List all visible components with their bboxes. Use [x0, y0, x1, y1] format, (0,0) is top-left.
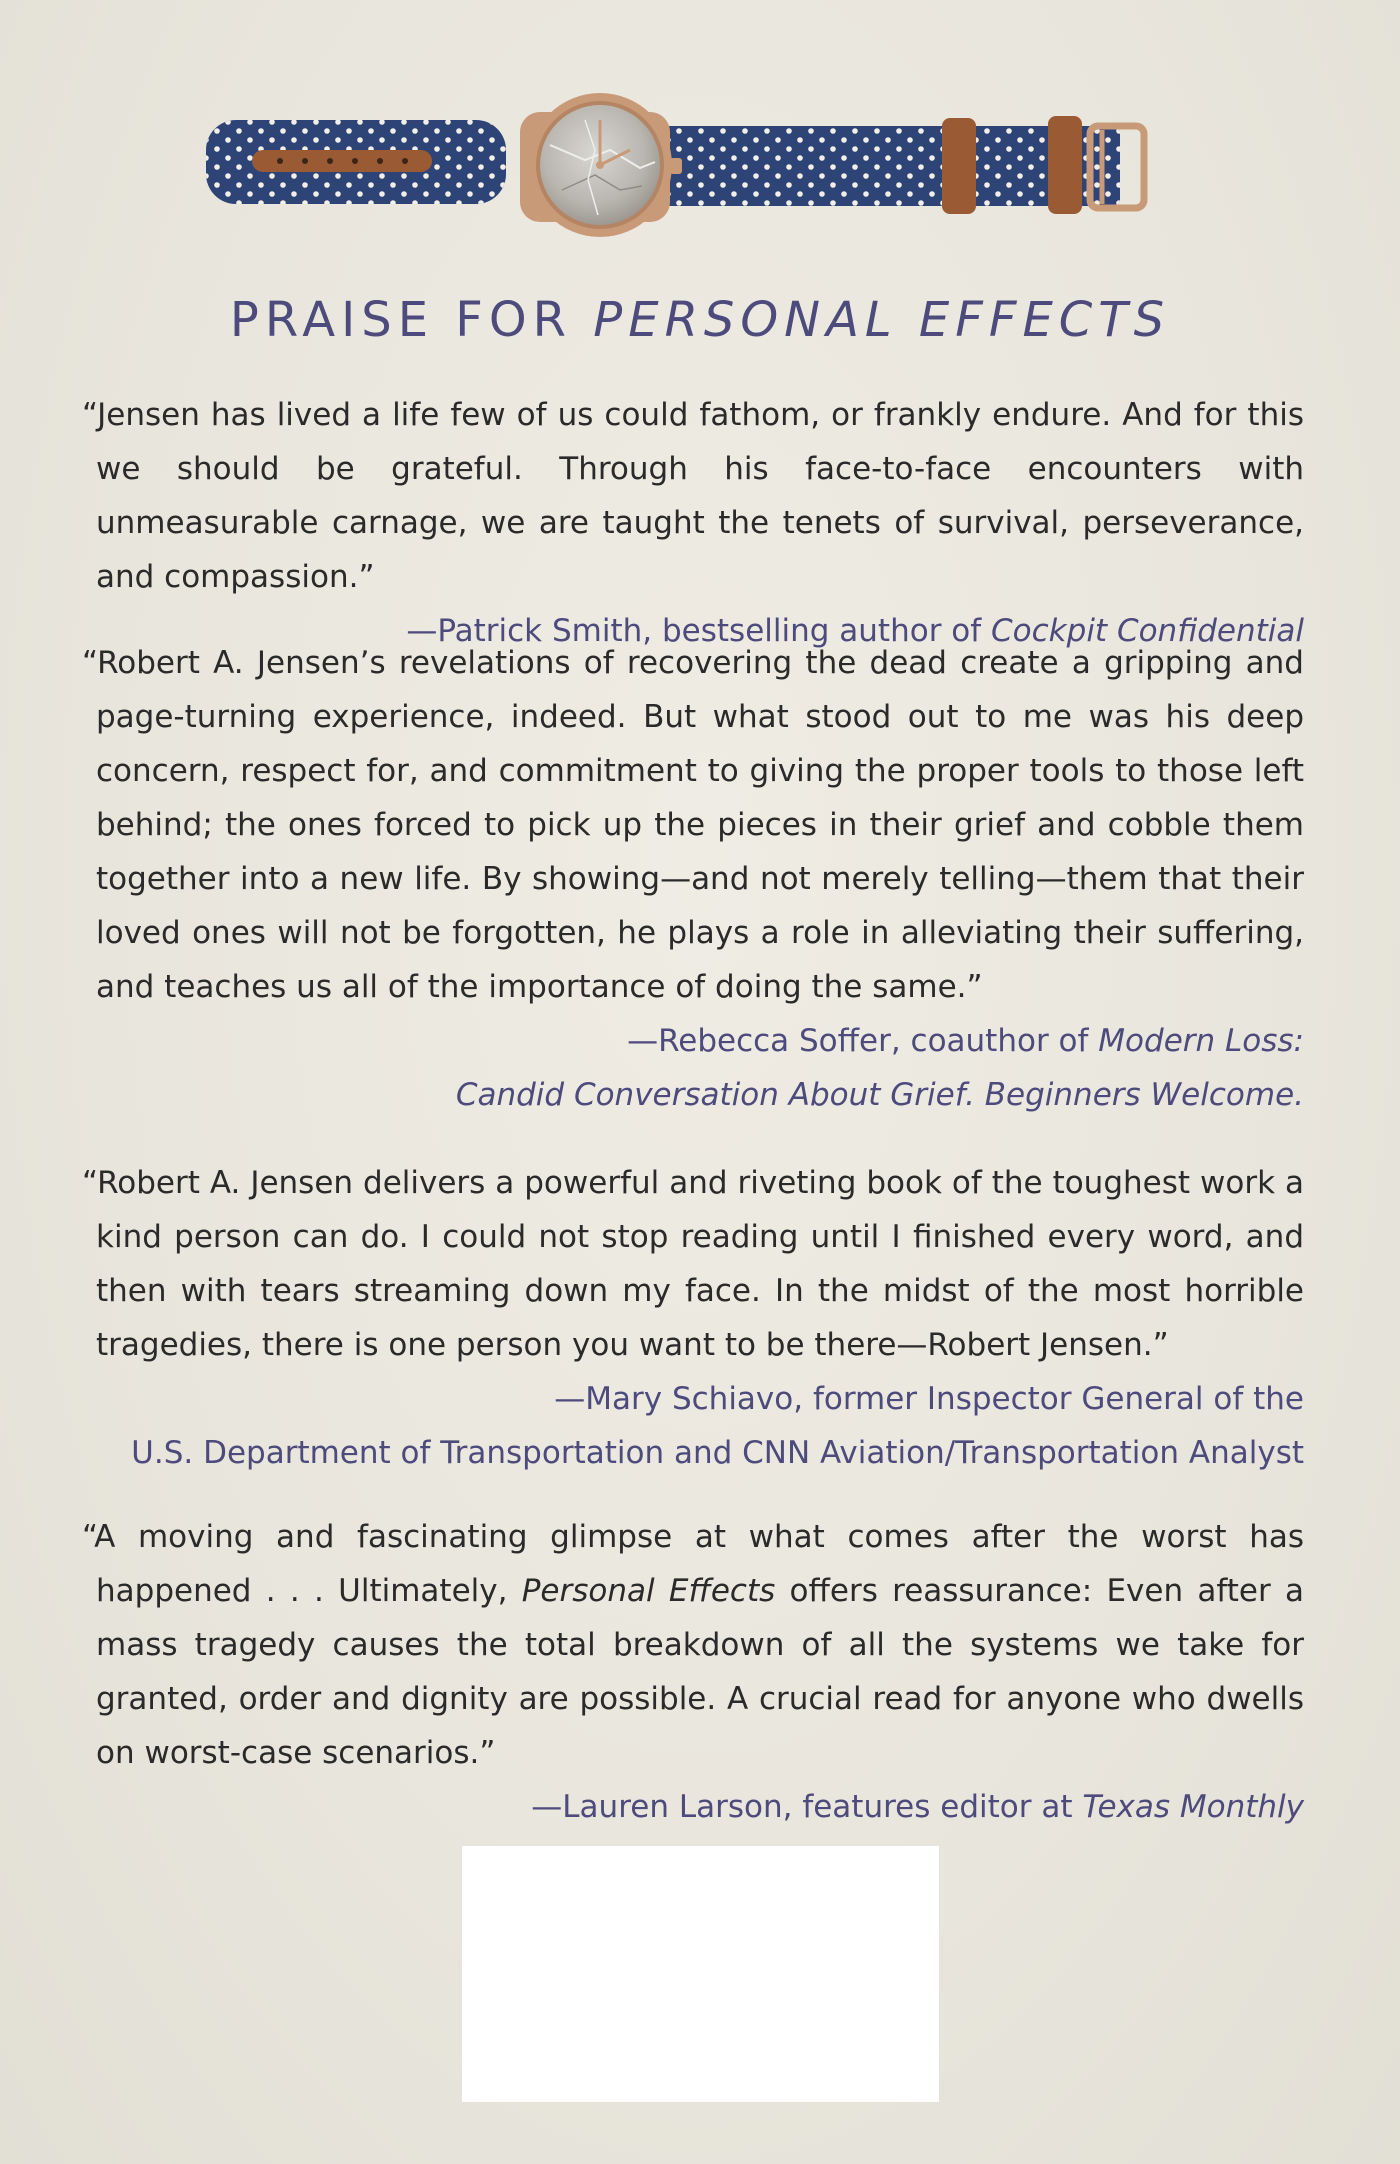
praise-quote-3 [82, 1156, 1304, 1480]
quote-text [82, 1510, 1304, 1780]
quote-text-before: “A moving and fascinating glimpse at what comes after the worst has happened . . . Ultimately, [82, 1519, 1304, 1609]
wristwatch-icon [190, 90, 1170, 240]
quote-attribution: —Mary Schiavo, former Inspector General of the [554, 1381, 1304, 1417]
quote-text-after: offers reassurance: Even after a mass tragedy causes the total breakdown of all the systems we take for granted, order and dignity are possible. A crucial read for anyone who dwells on worst-case scenarios.” [96, 1573, 1304, 1771]
attribution-work: Modern Loss: [1098, 1023, 1304, 1059]
quote-book-title: Personal Effects [521, 1573, 776, 1609]
quote-text: “Jensen has lived a life few of us could fathom, or frankly endure. And for this we should be grateful. Through his face-to-face encounters with unmeasurable carnage, we are taught the tenets of survival, perseverance, and compassion.” [82, 397, 1304, 595]
attribution-work-line2: Candid Conversation About Grief. Beginners Welcome. [455, 1077, 1304, 1113]
praise-quote-2 [82, 636, 1304, 1122]
praise-quote-4 [82, 1510, 1304, 1834]
attribution-work: Cockpit Confidential [991, 613, 1304, 649]
heading-prefix: PRAISE FOR [229, 292, 594, 348]
attribution-author: —Rebecca Soffer, coauthor of [627, 1023, 1099, 1059]
quote-text: “Robert A. Jensen delivers a powerful and riveting book of the toughest work a kind person can do. I could not stop reading until I finished every word, and then with tears streaming down my face. In the midst of the most horrible tragedies, there is one person you want to be there—Robert Jensen.” [82, 1165, 1304, 1363]
praise-quote-1 [82, 388, 1304, 658]
quote-attribution-line2: U.S. Department of Transportation and CNN Aviation/Transportation Analyst [131, 1435, 1304, 1471]
quote-attribution-line2 [82, 1068, 1304, 1122]
attribution-author: —Lauren Larson, features editor at [531, 1789, 1083, 1825]
quote-attribution [82, 1780, 1304, 1834]
quote-text: “Robert A. Jensen’s revelations of recovering the dead create a gripping and page-turning experience, indeed. But what stood out to me was his deep concern, respect for, and commitment to giving the proper tools to those left behind; the ones forced to pick up the pieces in their grief and cobble them together into a new life. By showing—and not merely telling—them that their loved ones will not be forgotten, he plays a role in alleviating their suffering, and teaches us all of the importance of doing the same.” [82, 645, 1304, 1005]
heading-book-title: PERSONAL EFFECTS [593, 292, 1171, 348]
attribution-work: Texas Monthly [1082, 1789, 1304, 1825]
quote-attribution [82, 1014, 1304, 1068]
attribution-author: —Patrick Smith, bestselling author of [406, 613, 992, 649]
barcode-area [462, 1846, 939, 2102]
praise-heading [0, 292, 1400, 348]
